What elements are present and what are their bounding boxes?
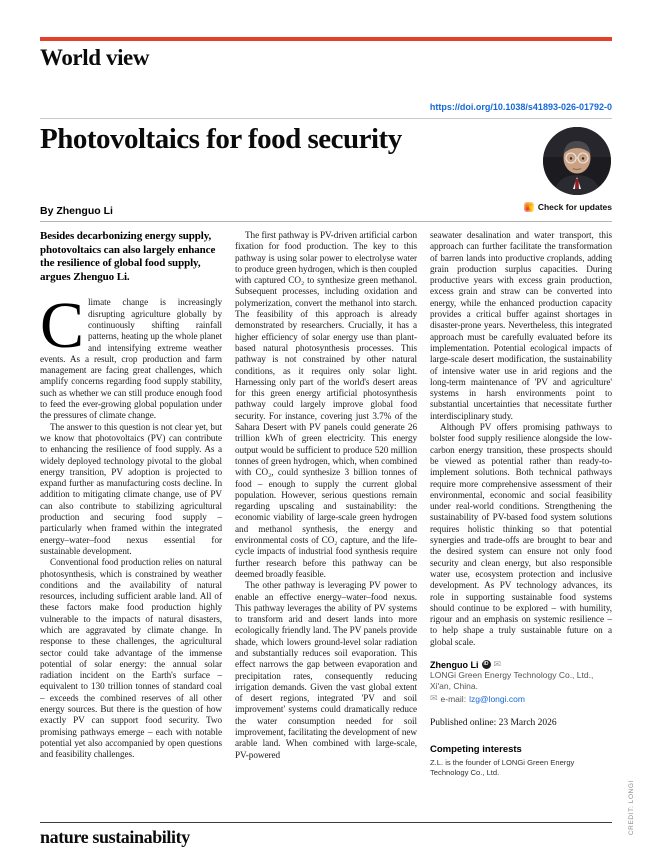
doi-link[interactable]: https://doi.org/10.1038/s41893-026-01792-0 xyxy=(429,102,612,112)
email-label: e-mail: xyxy=(440,693,467,704)
paragraph: Although PV offers promising pathways to bolster food supply resilience alongside the low-carbon energy transition, these prospects should be viewed as potential rather than ready-to-implement solutions. Both technical pathways require more comprehensive assessment of their environmental, economic and social feasibility under real-world conditions. Strengthening the sustainability of PV-based food system solutions requires holistic thinking so that potential synergies and trade-offs are brought to bear and the desired system can ensure not only food security and clean energy, but also responsible water use, ecosystem protection and inclusive development. As PV technology advances, its role in supporting sustainable food systems should continue to be explored – with humility, rigour and an emphasis on systemic resilience – to help shape a truly sustainable future on a global scale. xyxy=(430,422,612,647)
byline-divider xyxy=(40,221,612,222)
title-divider xyxy=(40,118,612,119)
orcid-icon[interactable]: iD xyxy=(483,661,489,668)
standfirst: Besides decarbonizing energy supply, photovoltaics can also largely enhance the resilience of global food supply, argues Zhenguo Li. xyxy=(40,230,216,283)
paragraph: seawater desalination and water transport, this approach can further facilitate the transformation of barren lands into productive croplands, adding grain production surplus capacities. During productive years with excess grain production, excess grain and straw can be converted into energy, while the enhanced production capacity provides a critical buffer against shortages in disaster-prone years. Nevertheless, this integrated approach must be carefully evaluated before its implementation. Potential ecological impacts of large-scale desert modification, the sustainability of intensive water use in arid regions and the long-term maintenance of 'PV and agriculture' systems in harsh environments point to substantial uncertainties that necessitate further interdisciplinary study. xyxy=(430,230,612,421)
section-accent-bar xyxy=(40,37,612,41)
published-date: Published online: 23 March 2026 xyxy=(430,717,557,728)
author-photo xyxy=(543,127,611,195)
paragraph-dropcap xyxy=(40,289,222,421)
check-for-updates-label: Check for updates xyxy=(537,202,612,212)
affiliation-line-2: Xi'an, China. xyxy=(430,680,478,691)
paragraph: The first pathway is PV-driven artificial carbon fixation for food production. The key to this pathway is using solar power to electrolyse water to produce green hydrogen, which is then coupled with captured CO₂ to synthesize green methanol. Subsequent processes, including oxidation and polymerization, convert the methanol into starch. The feasibility of this approach is already demonstrated by researchers. Crucially, it has a higher efficiency of solar energy use than plant-based natural photosynthesis processes. This pathway is not constrained by other natural conditions, as it requires only solar light. Harnessing only part of the world's desert areas for this green energy artificial photosynthesis pathway could largely improve global food security. For instance, covering just 3.7% of the Sahara Desert with PV panels could generate 26 trillion kWh of green electricity. This energy output would be sufficient to produce 520 million tonnes of green hydrogen, which, when combined with CO₂, could synthesize 3 billion tonnes of food – enough to supply the current global population. However, serious questions remain regarding upscaling and sustainability: the economic viability of large-scale green hydrogen and methanol synthesis, the energy and environmental costs of CO₂ capture, and the life-cycle impacts of industrial food synthesis require further research before this pathway can be deemed broadly feasible. xyxy=(235,230,417,579)
photo-credit: CREDIT: LONGI xyxy=(628,779,635,835)
paragraph: The answer to this question is not clear yet, but we know that photovoltaics (PV) can contribute to enhancing the resilience of food supply. As a widely deployed technology pivotal to the global energy transition, PV adoption is projected to expand further as manufacturing costs decline. In addition to mitigating climate change, use of PV can also contribute to stabilizing agricultural production and securing food supply – particularly when framed within the integrated energy–water–food nexus essential for sustainable development. xyxy=(40,421,222,556)
author-info-block xyxy=(430,660,612,777)
column-1 xyxy=(40,230,222,777)
article-body xyxy=(40,230,612,777)
email-row xyxy=(430,694,612,704)
byline: By Zhenguo Li xyxy=(40,205,113,217)
affiliation-line-1: LONGi Green Energy Technology Co., Ltd., xyxy=(430,669,594,680)
check-for-updates-badge[interactable] xyxy=(524,202,612,212)
column-3 xyxy=(430,230,612,777)
author-portrait-illustration xyxy=(543,127,611,195)
crossmark-icon xyxy=(524,202,534,212)
drop-cap: C xyxy=(40,289,84,363)
competing-interests-heading: Competing interests xyxy=(430,743,522,755)
paragraph-text: limate change is increasingly disrupting agriculture globally by continuously shifting rainfall patterns, heating up the whole planet and intensifying extreme weather events. As a result, crop production and farm management are facing great challenges, which amplify concerns regarding food supply stability, such as whether we can still produce enough food to feed the ever-growing global population under the pressures of climate change. xyxy=(40,297,222,421)
envelope-icon: ✉ xyxy=(493,659,502,670)
competing-interests-text: Z.L. is the founder of LONGi Green Energy Technology Co., Ltd. xyxy=(430,757,575,777)
section-title: World view xyxy=(40,45,150,70)
journal-logo: nature sustainability xyxy=(40,827,190,847)
author-name-row xyxy=(430,660,612,670)
footer-divider xyxy=(40,822,612,823)
envelope-icon: ✉ xyxy=(430,693,438,704)
column-2 xyxy=(235,230,417,777)
author-name: Zhenguo Li xyxy=(430,659,479,670)
email-link[interactable]: lzg@longi.com xyxy=(469,693,525,704)
paragraph: Conventional food production relies on natural photosynthesis, which is constrained by weather conditions and the availability of natural resources, including sufficient arable land. All of these factors make food production highly vulnerable to the impacts of natural disasters, which are aggravated by climate change. In response to these challenges, the agricultural sector could take advantage of the immense potential of solar energy: the annual solar radiation incident on the Earth's surface – equivalent to 130 trillion tonnes of standard coal – exceeds the combined reserves of all other energy sources. But there is the question of how exactly PV can support food security. Two promising pathways emerge – each with notable potential yet also accompanied by open questions and feasibility challenges. xyxy=(40,557,222,760)
paragraph: The other pathway is leveraging PV power to enable an effective energy–water–food nexus. This pathway leverages the ability of PV systems to transform arid and desert lands into more ecologically friendly land. The PV panels provide shade, which lowers ground-level solar radiation and substantially reduces soil evaporation. This effect narrows the gap between evaporation and precipitation rates, consequently reducing irrigation demands. Given the vast global extent of desert regions, integrated 'PV and soil improvement' systems could dramatically reduce the water consumption needed for soil improvement, facilitating the development of new arable land. When combined with large-scale, PV-powered xyxy=(235,580,417,760)
page-title: Photovoltaics for food security xyxy=(40,123,402,155)
